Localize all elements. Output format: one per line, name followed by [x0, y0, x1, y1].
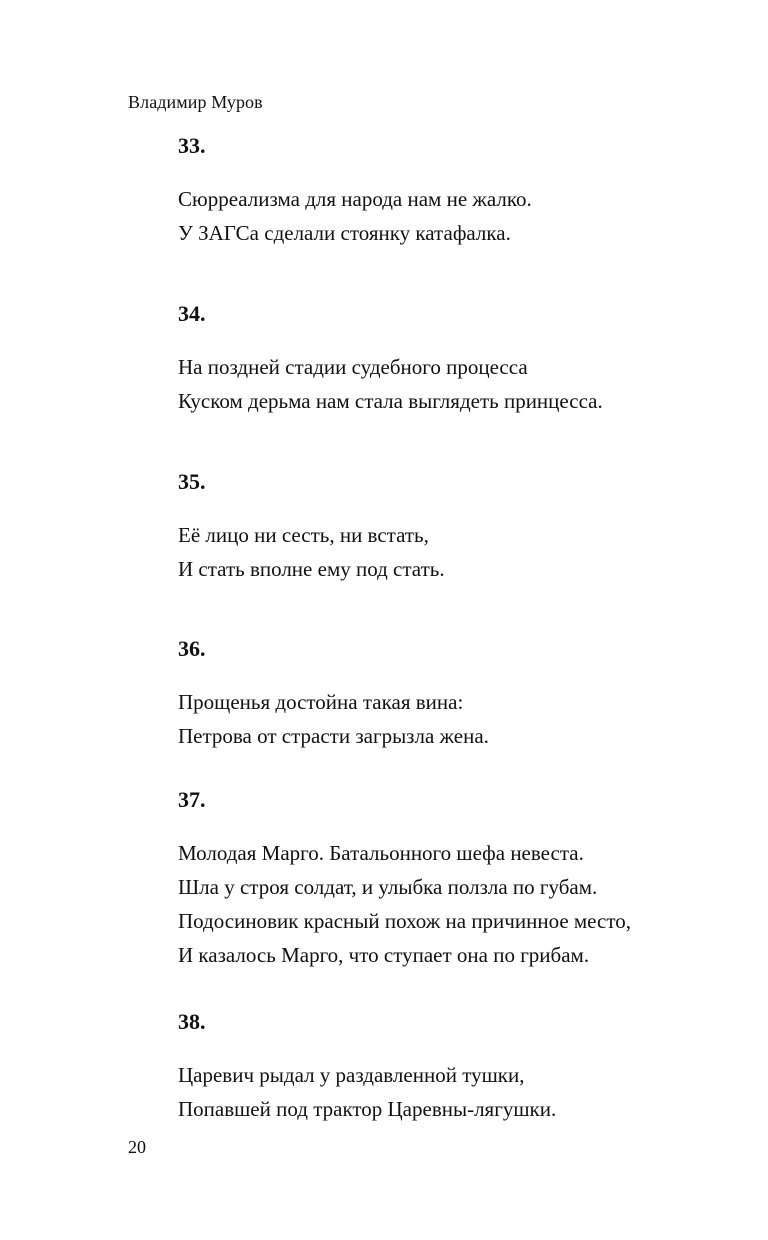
- poem-line: И казалось Марго, что ступает она по грибам.: [178, 943, 590, 967]
- poem-text: [178, 350, 718, 418]
- poem-37: [178, 787, 718, 972]
- running-header-author: Владимир Муров: [128, 92, 263, 112]
- poem-38: [178, 1009, 718, 1126]
- poem-text: [178, 518, 718, 586]
- poem-text: [178, 182, 718, 250]
- poem-line: У ЗАГСа сделали стоянку катафалка.: [178, 221, 511, 245]
- poem-36: [178, 636, 718, 753]
- poem-number: 38.: [178, 1009, 206, 1034]
- poem-line: Куском дерьма нам стала выглядеть принцесса.: [178, 389, 603, 413]
- poem-line: Шла у строя солдат, и улыбка ползла по губам.: [178, 875, 598, 899]
- poem-number: 37.: [178, 787, 206, 812]
- poem-line: Попавшей под трактор Царевны-лягушки.: [178, 1097, 557, 1121]
- poem-number: 34.: [178, 301, 206, 326]
- poem-line: Прощенья достойна такая вина:: [178, 690, 464, 714]
- poem-line: И стать вполне ему под стать.: [178, 557, 445, 581]
- poem-text: [178, 836, 718, 972]
- poem-line: Царевич рыдал у раздавленной тушки,: [178, 1063, 525, 1087]
- poem-34: [178, 301, 718, 418]
- poem-line: Молодая Марго. Батальонного шефа невеста.: [178, 841, 584, 865]
- poem-number: 36.: [178, 636, 206, 661]
- poem-line: Её лицо ни сесть, ни встать,: [178, 523, 429, 547]
- poem-line: Петрова от страсти загрызла жена.: [178, 724, 489, 748]
- poem-text: [178, 1058, 718, 1126]
- poem-number: 33.: [178, 133, 206, 158]
- page-number: 20: [128, 1137, 146, 1157]
- poem-line: Подосиновик красный похож на причинное место,: [178, 909, 631, 933]
- poem-text: [178, 685, 718, 753]
- poem-35: [178, 469, 718, 586]
- poem-line: На поздней стадии судебного процесса: [178, 355, 528, 379]
- poem-33: [178, 133, 718, 250]
- poem-line: Сюрреализма для народа нам не жалко.: [178, 187, 532, 211]
- poem-number: 35.: [178, 469, 206, 494]
